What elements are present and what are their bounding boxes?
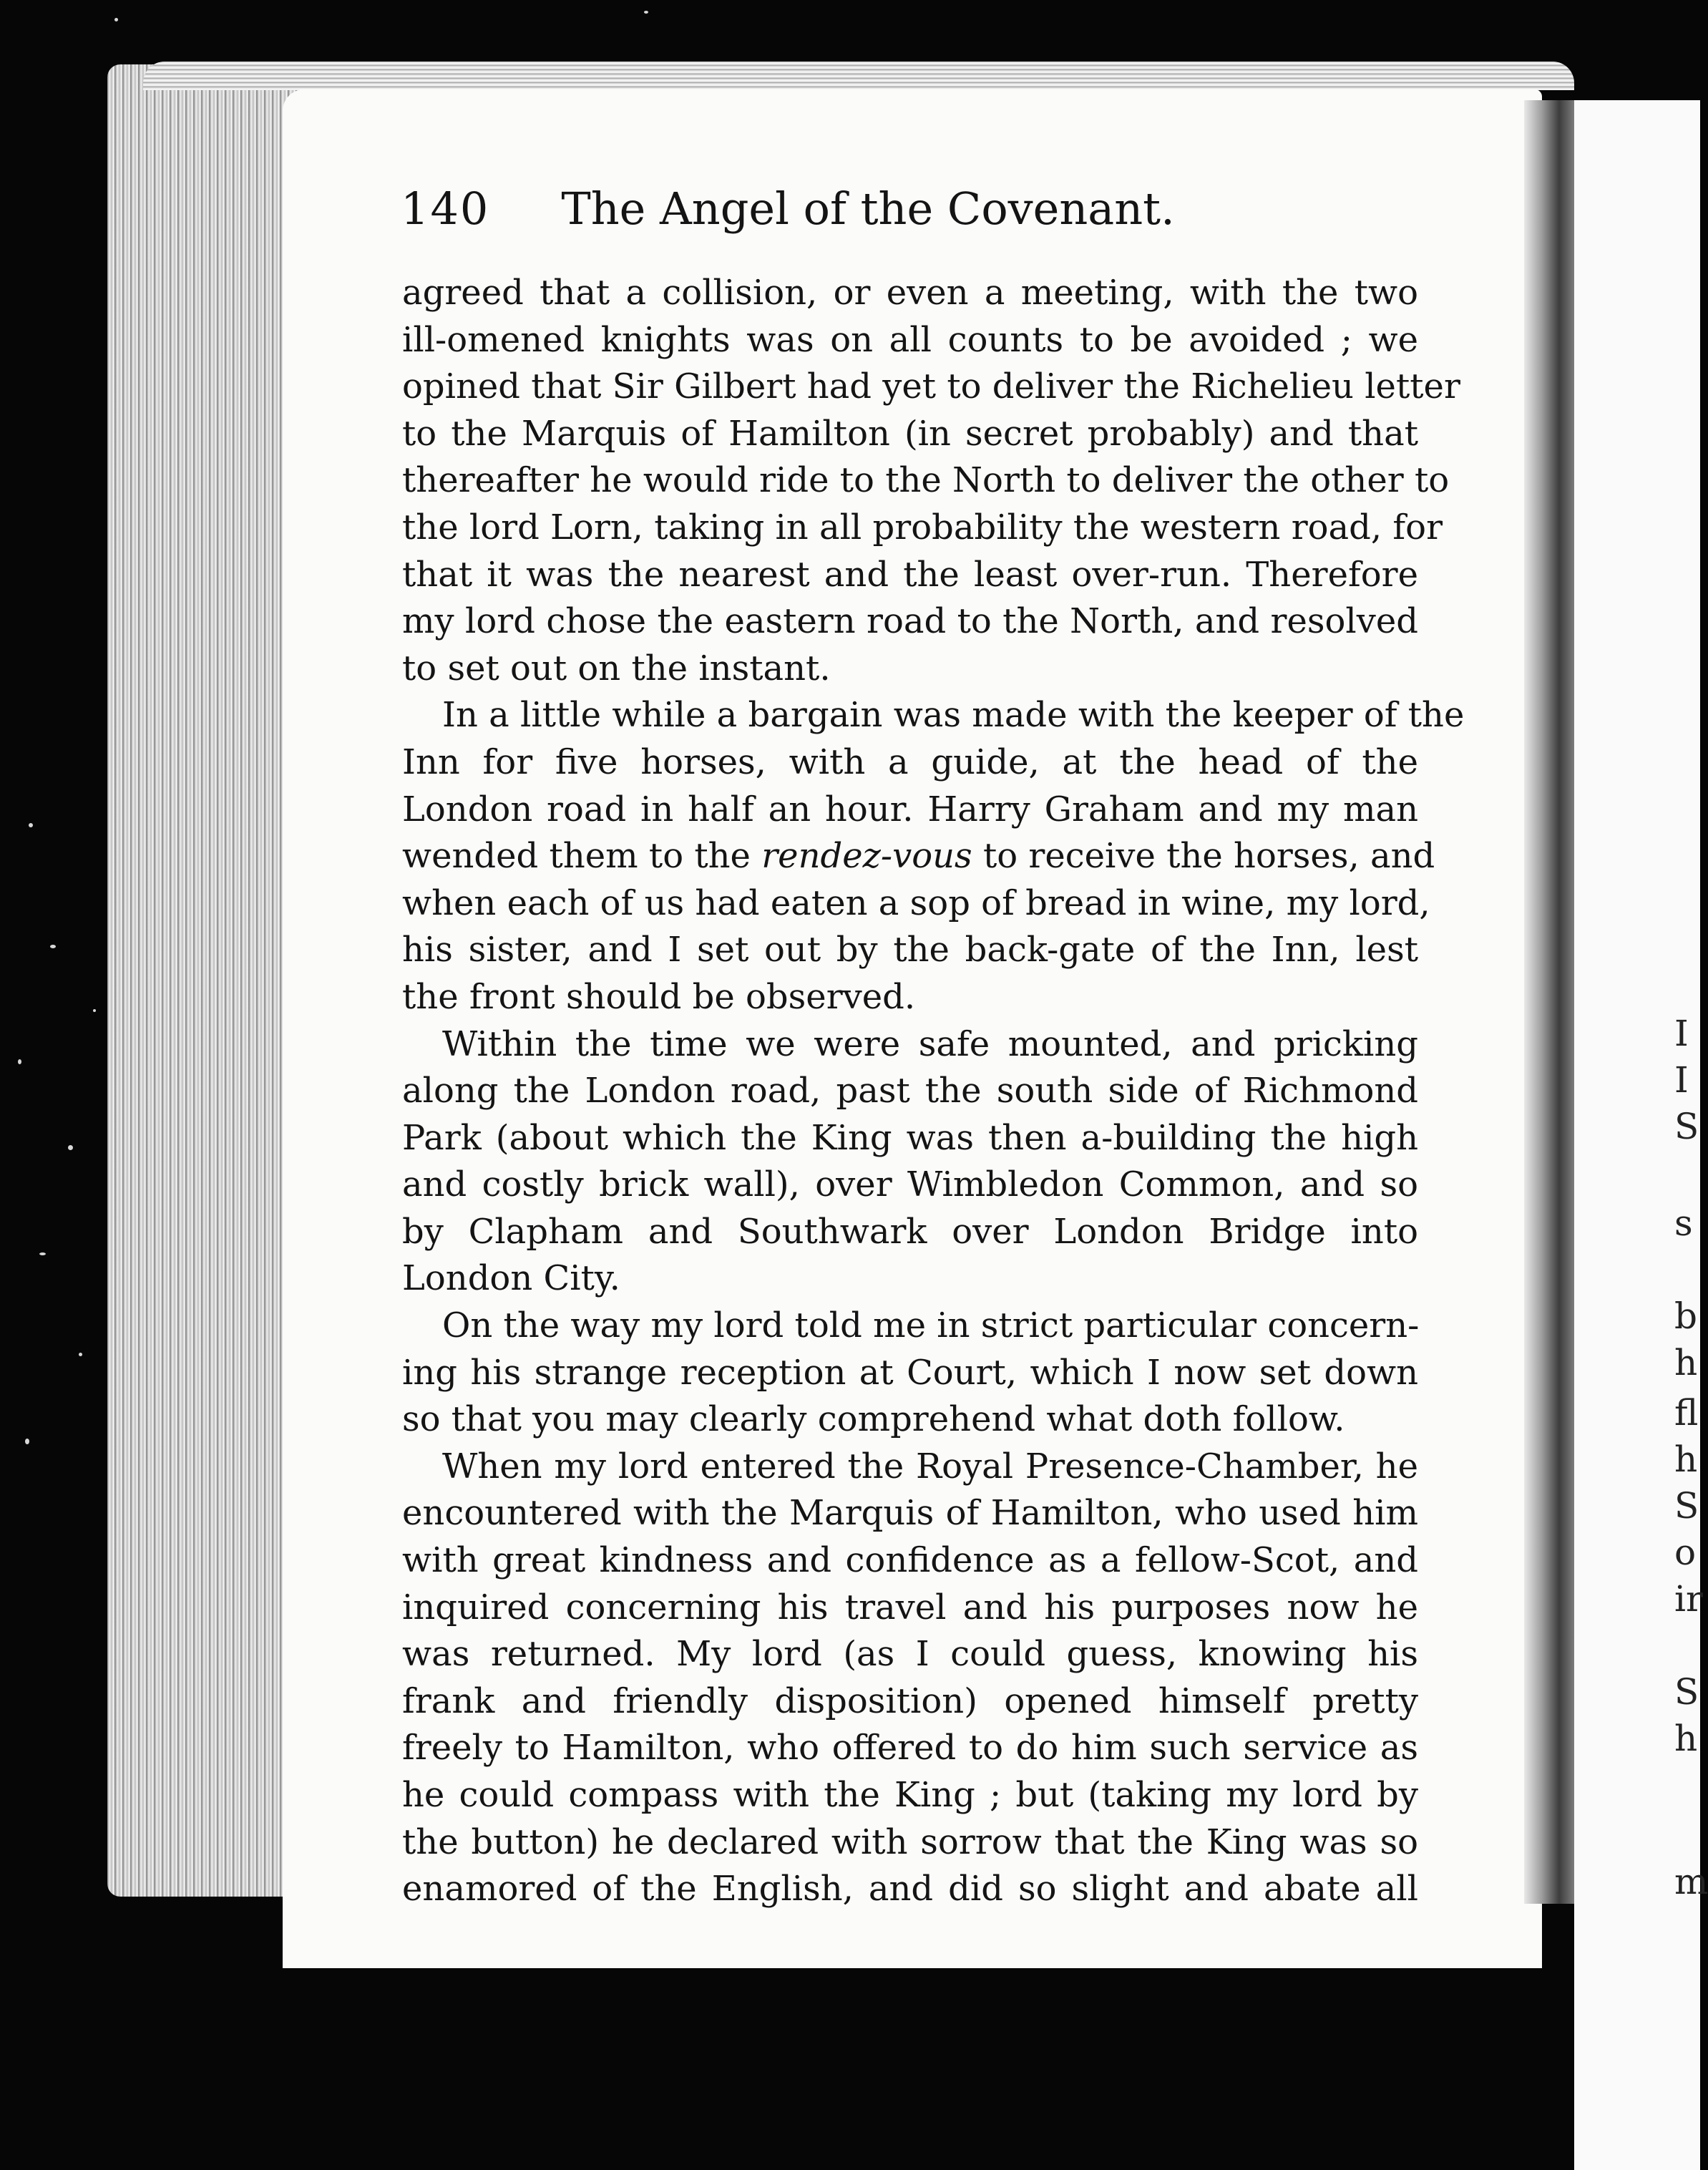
- paragraph-first-line: When my lord entered the Royal Presence-Chamber, he: [442, 1446, 1418, 1487]
- book-gutter: [1524, 100, 1574, 1904]
- text-line: ing his strange reception at Court, which I now set down: [402, 1352, 1418, 1393]
- text-line: enamored of the English, and did so slight and abate all: [402, 1869, 1418, 1909]
- facing-page-fragment: I: [1674, 1059, 1689, 1101]
- page-header: [401, 183, 1175, 240]
- text-line: opined that Sir Gilbert had yet to deliver the Richelieu letter: [402, 366, 1460, 407]
- text-line: that it was the nearest and the least over-run. Therefore: [402, 554, 1418, 595]
- running-title: The Angel of the Covenant.: [561, 183, 1175, 235]
- facing-page-fragment: h: [1674, 1439, 1698, 1480]
- text-line: he could compass with the King ; but (taking my lord by: [402, 1775, 1418, 1815]
- facing-page-fragment: I: [1674, 1013, 1689, 1054]
- dust-speck: [39, 1252, 46, 1255]
- text-line: so that you may clearly comprehend what doth follow.: [402, 1399, 1345, 1440]
- facing-page-fragment: fl: [1674, 1392, 1699, 1434]
- text-line: London road in half an hour. Harry Graham and my man: [402, 789, 1418, 829]
- facing-page-fragment: S: [1674, 1485, 1699, 1527]
- text-line: encountered with the Marquis of Hamilton, who used him: [402, 1493, 1418, 1534]
- facing-page-fragment: o: [1674, 1532, 1697, 1573]
- book-top-edge: [143, 62, 1574, 90]
- text-line: London City.: [402, 1258, 620, 1299]
- dust-speck: [93, 1009, 96, 1012]
- paragraph-first-line: Within the time we were safe mounted, and pricking: [442, 1023, 1418, 1064]
- text-line: was returned. My lord (as I could guess, knowing his: [402, 1634, 1418, 1675]
- text-line: my lord chose the eastern road to the North, and resolved: [402, 601, 1418, 642]
- book-page-edges: [107, 64, 308, 1897]
- text-line: by Clapham and Southwark over London Bridge into: [402, 1211, 1418, 1252]
- text-line: and costly brick wall), over Wimbledon Common, and so: [402, 1164, 1418, 1205]
- text-line: inquired concerning his travel and his purposes now he: [402, 1587, 1418, 1628]
- text-line: Inn for five horses, with a guide, at the head of the: [402, 741, 1418, 782]
- facing-page-fragment: h: [1674, 1342, 1698, 1383]
- text-line: ill-omened knights was on all counts to be avoided ; we: [402, 319, 1418, 360]
- text-line: the lord Lorn, taking in all probability the western road, for: [402, 507, 1443, 548]
- dust-speck: [644, 11, 648, 14]
- text-line: with great kindness and confidence as a fellow-Scot, and: [402, 1540, 1418, 1581]
- dust-speck: [18, 1059, 21, 1064]
- text-line: freely to Hamilton, who offered to do him such service as: [402, 1728, 1418, 1768]
- dust-speck: [29, 823, 33, 827]
- dust-speck: [25, 1439, 29, 1444]
- dust-speck: [68, 1145, 73, 1150]
- italic-phrase: rendez-vous: [761, 836, 972, 877]
- text-line: along the London road, past the south side of Richmond: [402, 1071, 1418, 1111]
- facing-page-fragment: ir: [1674, 1578, 1703, 1620]
- facing-page-fragment: S: [1674, 1106, 1699, 1147]
- text-line: agreed that a collision, or even a meeting, with the two: [402, 273, 1418, 313]
- facing-page-fragment: h: [1674, 1718, 1698, 1759]
- text-line: thereafter he would ride to the North to deliver the other to: [402, 460, 1450, 501]
- facing-page-fragment: b: [1674, 1295, 1698, 1337]
- facing-page-fragment: m: [1674, 1861, 1708, 1902]
- paragraph-first-line: In a little while a bargain was made with the keeper of the: [442, 695, 1465, 736]
- text-line: Park (about which the King was then a-building the high: [402, 1117, 1418, 1158]
- text-line: to set out on the instant.: [402, 648, 831, 689]
- dust-speck: [50, 945, 56, 948]
- text-line-with-italic: [402, 833, 1435, 880]
- paragraph-first-line: On the way my lord told me in strict particular concern-: [442, 1305, 1420, 1346]
- text-line: to the Marquis of Hamilton (in secret probably) and that: [402, 413, 1418, 454]
- facing-page-fragment: s: [1674, 1202, 1693, 1244]
- text-line: the button) he declared with sorrow that the King was so: [402, 1821, 1418, 1862]
- text-segment: wended them to the: [402, 836, 762, 877]
- text-line: when each of us had eaten a sop of bread in wine, my lord,: [402, 882, 1430, 923]
- text-line: the front should be observed.: [402, 976, 916, 1017]
- text-segment: to receive the horses, and: [972, 836, 1435, 877]
- page-number: 140: [401, 183, 490, 235]
- dust-speck: [79, 1353, 82, 1356]
- body-text: [402, 270, 1465, 1913]
- text-line: his sister, and I set out by the back-gate of the Inn, lest: [402, 930, 1418, 970]
- facing-page-fragment: S: [1674, 1671, 1699, 1713]
- dust-speck: [114, 18, 118, 21]
- text-line: frank and friendly disposition) opened himself pretty: [402, 1680, 1418, 1721]
